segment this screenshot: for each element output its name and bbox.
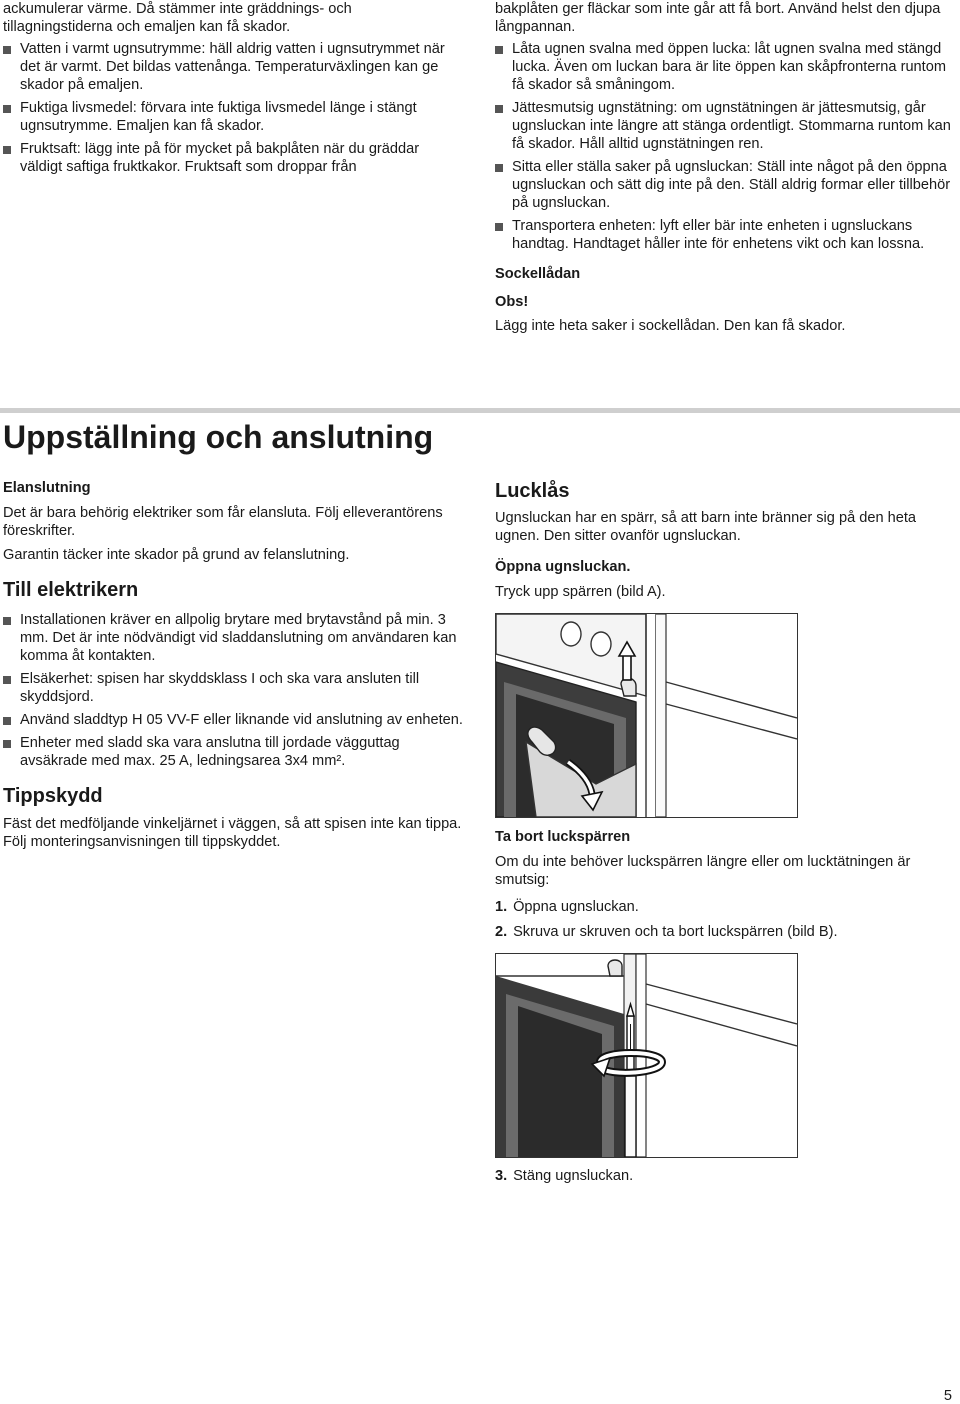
tabort-heading: Ta bort luckspärren (495, 829, 631, 845)
elanslutning-heading: Elanslutning (3, 480, 91, 496)
list-item: Elsäkerhet: spisen har skyddsklass I och ska vara ansluten till skyddsjord. (3, 670, 465, 706)
lucklas-paragraph: Ugnsluckan har en spärr, så att barn inte bränner sig på den heta ugnen. Den sitter ovanför ugnsluckan. (495, 510, 917, 544)
left-column (3, 479, 465, 851)
tippskydd-heading: Tippskydd (3, 785, 103, 807)
list-item: Installationen kräver en allpolig brytare med brytavstånd på min. 3 mm. Det är inte nödvändigt vid sladdanslutning om användaren kan komma åt kontakten. (3, 611, 465, 665)
oppna-heading: Öppna ugnsluckan. (495, 559, 631, 575)
bullet-square-icon (3, 146, 11, 154)
list-item: Transportera enheten: lyft eller bär inte enheten i ugnsluckans handtag. Handtaget håller inte för enhetens vikt och kan lossna. (495, 217, 957, 253)
list-item: Fruktsaft: lägg inte på för mycket på bakplåten när du gräddar väldigt saftiga fruktkakor. Fruktsaft som droppar från (3, 140, 465, 176)
section-title: Uppställning och anslutning (3, 419, 434, 455)
bullet-square-icon (3, 46, 11, 54)
tippskydd-paragraph: Fäst det medföljande vinkeljärnet i väggen, så att spisen inte kan tippa. Följ monteringsanvisningen till tippskyddet. (3, 816, 462, 850)
care-bullet-list (3, 40, 465, 176)
list-item: 2. Skruva ur skruven och ta bort luckspärren (bild B). (495, 924, 838, 940)
list-item: 1. Öppna ugnsluckan. (495, 899, 639, 915)
list-item: Enheter med sladd ska vara anslutna till jordade vägguttag avsäkrade med max. 25 A, ledningsarea 3x4 mm². (3, 734, 465, 770)
bullet-square-icon (495, 46, 503, 54)
top-left-column (3, 0, 465, 181)
figure-b-remove-latch (495, 953, 798, 1158)
bullet-square-icon (495, 164, 503, 172)
page-number: 5 (943, 1388, 952, 1404)
bullet-square-icon (3, 740, 11, 748)
right-column-final (495, 1167, 957, 1185)
list-item: Vatten i varmt ugnsutrymme: häll aldrig vatten i ugnsutrymmet när det är varmt. Det bildas vattenånga. Temperaturväxlingen kan ge skador på emaljen. (3, 40, 465, 94)
tabort-paragraph: Om du inte behöver luckspärren längre eller om lucktätningen är smutsig: (495, 854, 911, 888)
bullet-square-icon (3, 717, 11, 725)
obs-label: Obs! (495, 294, 529, 310)
right-column-lower (495, 828, 957, 941)
steps-list-continued (495, 1167, 957, 1185)
list-item: 3. Stäng ugnsluckan. (495, 1168, 634, 1184)
care-bullet-list-continued (495, 40, 957, 253)
oppna-paragraph: Tryck upp spärren (bild A). (495, 584, 666, 600)
door-latch-illustration-a (496, 614, 797, 817)
bullet-square-icon (495, 105, 503, 113)
list-item: Sitta eller ställa saker på ugnsluckan: Ställ inte något på den öppna ugnsluckan och sätt dig inte på den. Ställ aldrig formar eller tillbehör på ugnsluckan. (495, 158, 957, 212)
lucklas-heading: Lucklås (495, 480, 570, 502)
list-item: Låta ugnen svalna med öppen lucka: låt ugnen svalna med stängd lucka. Även om luckan bara är lite öppen kan skåpfronterna runtom få skador så småningom. (495, 40, 957, 94)
elanslutning-paragraph-2: Garantin täcker inte skador på grund av felanslutning. (3, 547, 350, 563)
figure-a-door-latch (495, 613, 798, 818)
bullet-square-icon (3, 676, 11, 684)
list-item: Jättesmutsig ugnstätning: om ugnstätningen är jättesmutsig, går ugnsluckan inte längre att stänga ordentligt. Stommarna runtom kan få skador. Håll alltid ugnstätningen ren. (495, 99, 957, 153)
right-column (495, 479, 957, 601)
sockel-heading: Sockellådan (495, 266, 581, 282)
steps-list (495, 898, 957, 941)
continuation-paragraph: bakplåten ger fläckar som inte går att få bort. Använd helst den djupa långpannan. (495, 1, 941, 35)
bullet-square-icon (495, 223, 503, 231)
remove-latch-illustration-b (496, 954, 797, 1157)
list-item: Fuktiga livsmedel: förvara inte fuktiga livsmedel länge i stängt ugnsutrymme. Emaljen kan få skador. (3, 99, 465, 135)
bullet-square-icon (3, 617, 11, 625)
obs-text: Lägg inte heta saker i sockellådan. Den kan få skador. (495, 318, 846, 334)
top-right-column (495, 0, 957, 335)
elanslutning-paragraph-1: Det är bara behörig elektriker som får elansluta. Följ elleverantörens föreskrifter. (3, 505, 443, 539)
list-item: Använd sladdtyp H 05 VV-F eller liknande vid anslutning av enheten. (3, 711, 465, 729)
elektrikern-bullet-list (3, 611, 465, 770)
elektrikern-heading: Till elektrikern (3, 579, 139, 601)
section-divider (0, 408, 960, 413)
bullet-square-icon (3, 105, 11, 113)
intro-paragraph: ackumulerar värme. Då stämmer inte gräddnings- och tillagningstiderna och emaljen kan få skador. (3, 1, 352, 35)
